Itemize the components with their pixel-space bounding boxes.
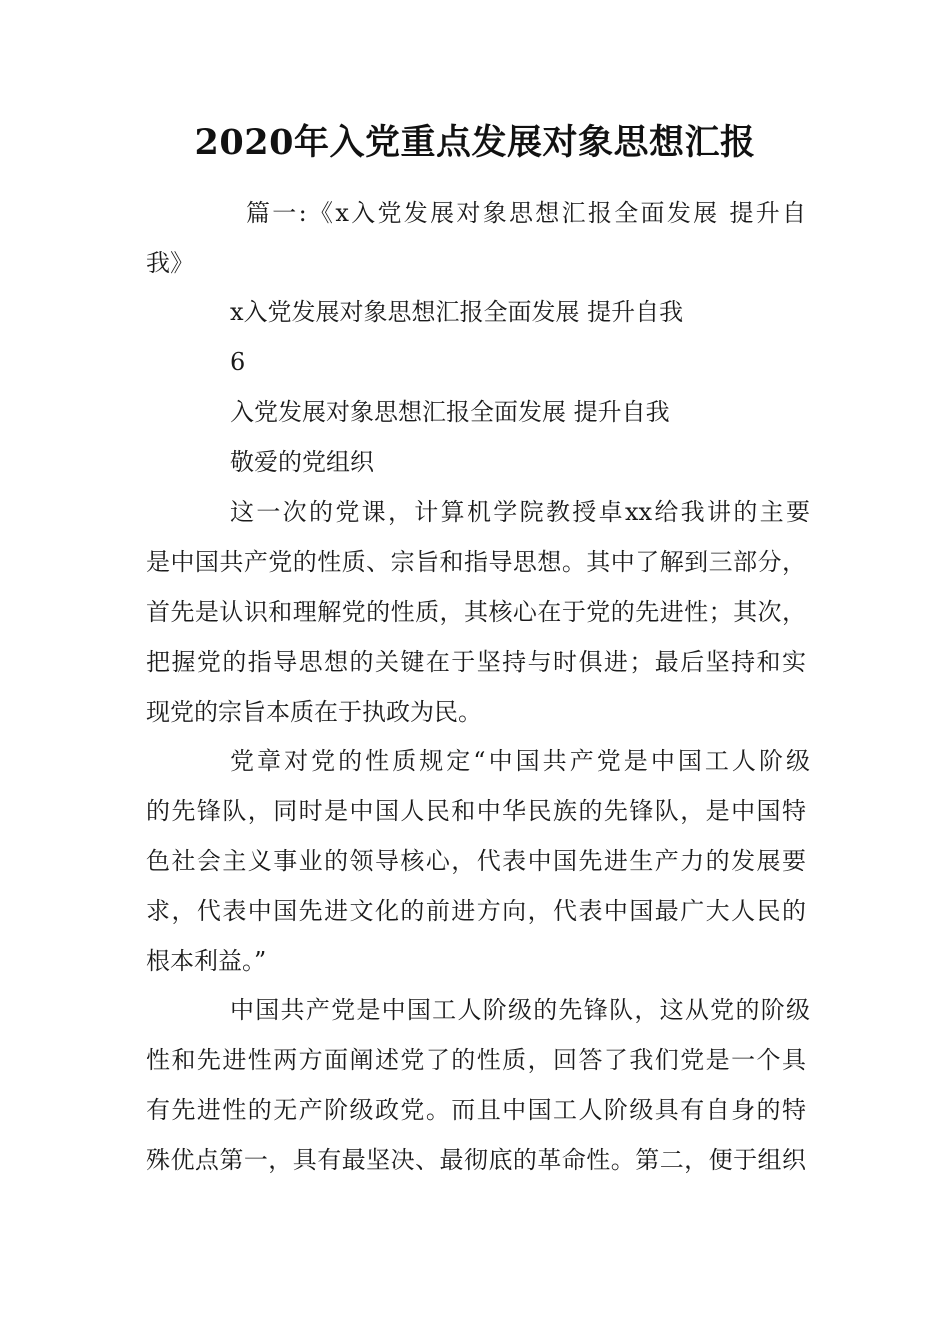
text-line: 性和先进性两方面阐述党了的性质，回答了我们党是一个具	[146, 1046, 806, 1074]
text-line: 敬爱的党组织	[230, 448, 374, 476]
text-line: 首先是认识和理解党的性质，其核心在于党的先进性；其次，	[146, 598, 806, 626]
text-line: 求，代表中国先进文化的前进方向，代表中国最广大人民的	[146, 897, 806, 925]
text-line: 是中国共产党的性质、宗旨和指导思想。其中了解到三部分，	[146, 548, 806, 576]
text-line: 殊优点第一，具有最坚决、最彻底的革命性。第二，便于组织	[146, 1146, 806, 1174]
text-line: 色社会主义事业的领导核心，代表中国先进生产力的发展要	[146, 847, 806, 875]
text-line: 的先锋队，同时是中国人民和中华民族的先锋队，是中国特	[146, 797, 806, 825]
text-line: 中国共产党是中国工人阶级的先锋队，这从党的阶级	[230, 996, 810, 1024]
text-line: 6	[230, 348, 246, 376]
text-line: 把握党的指导思想的关键在于坚持与时俱进；最后坚持和实	[146, 648, 806, 676]
text-line: 我》	[146, 249, 194, 277]
text-line: 党章对党的性质规定“中国共产党是中国工人阶级	[230, 747, 810, 775]
text-line: 入党发展对象思想汇报全面发展 提升自我	[230, 398, 670, 426]
text-line: 根本利益。”	[146, 947, 267, 975]
text-line: 这一次的党课，计算机学院教授卓xx给我讲的主要	[230, 498, 810, 526]
text-line: 篇一:《x入党发展对象思想汇报全面发展 提升自	[246, 199, 806, 227]
text-line: 有先进性的无产阶级政党。而且中国工人阶级具有自身的特	[146, 1096, 806, 1124]
text-line: 现党的宗旨本质在于执政为民。	[146, 698, 482, 726]
document-title: 2020年入党重点发展对象思想汇报	[194, 122, 756, 163]
text-line: x入党发展对象思想汇报全面发展 提升自我	[230, 298, 684, 326]
